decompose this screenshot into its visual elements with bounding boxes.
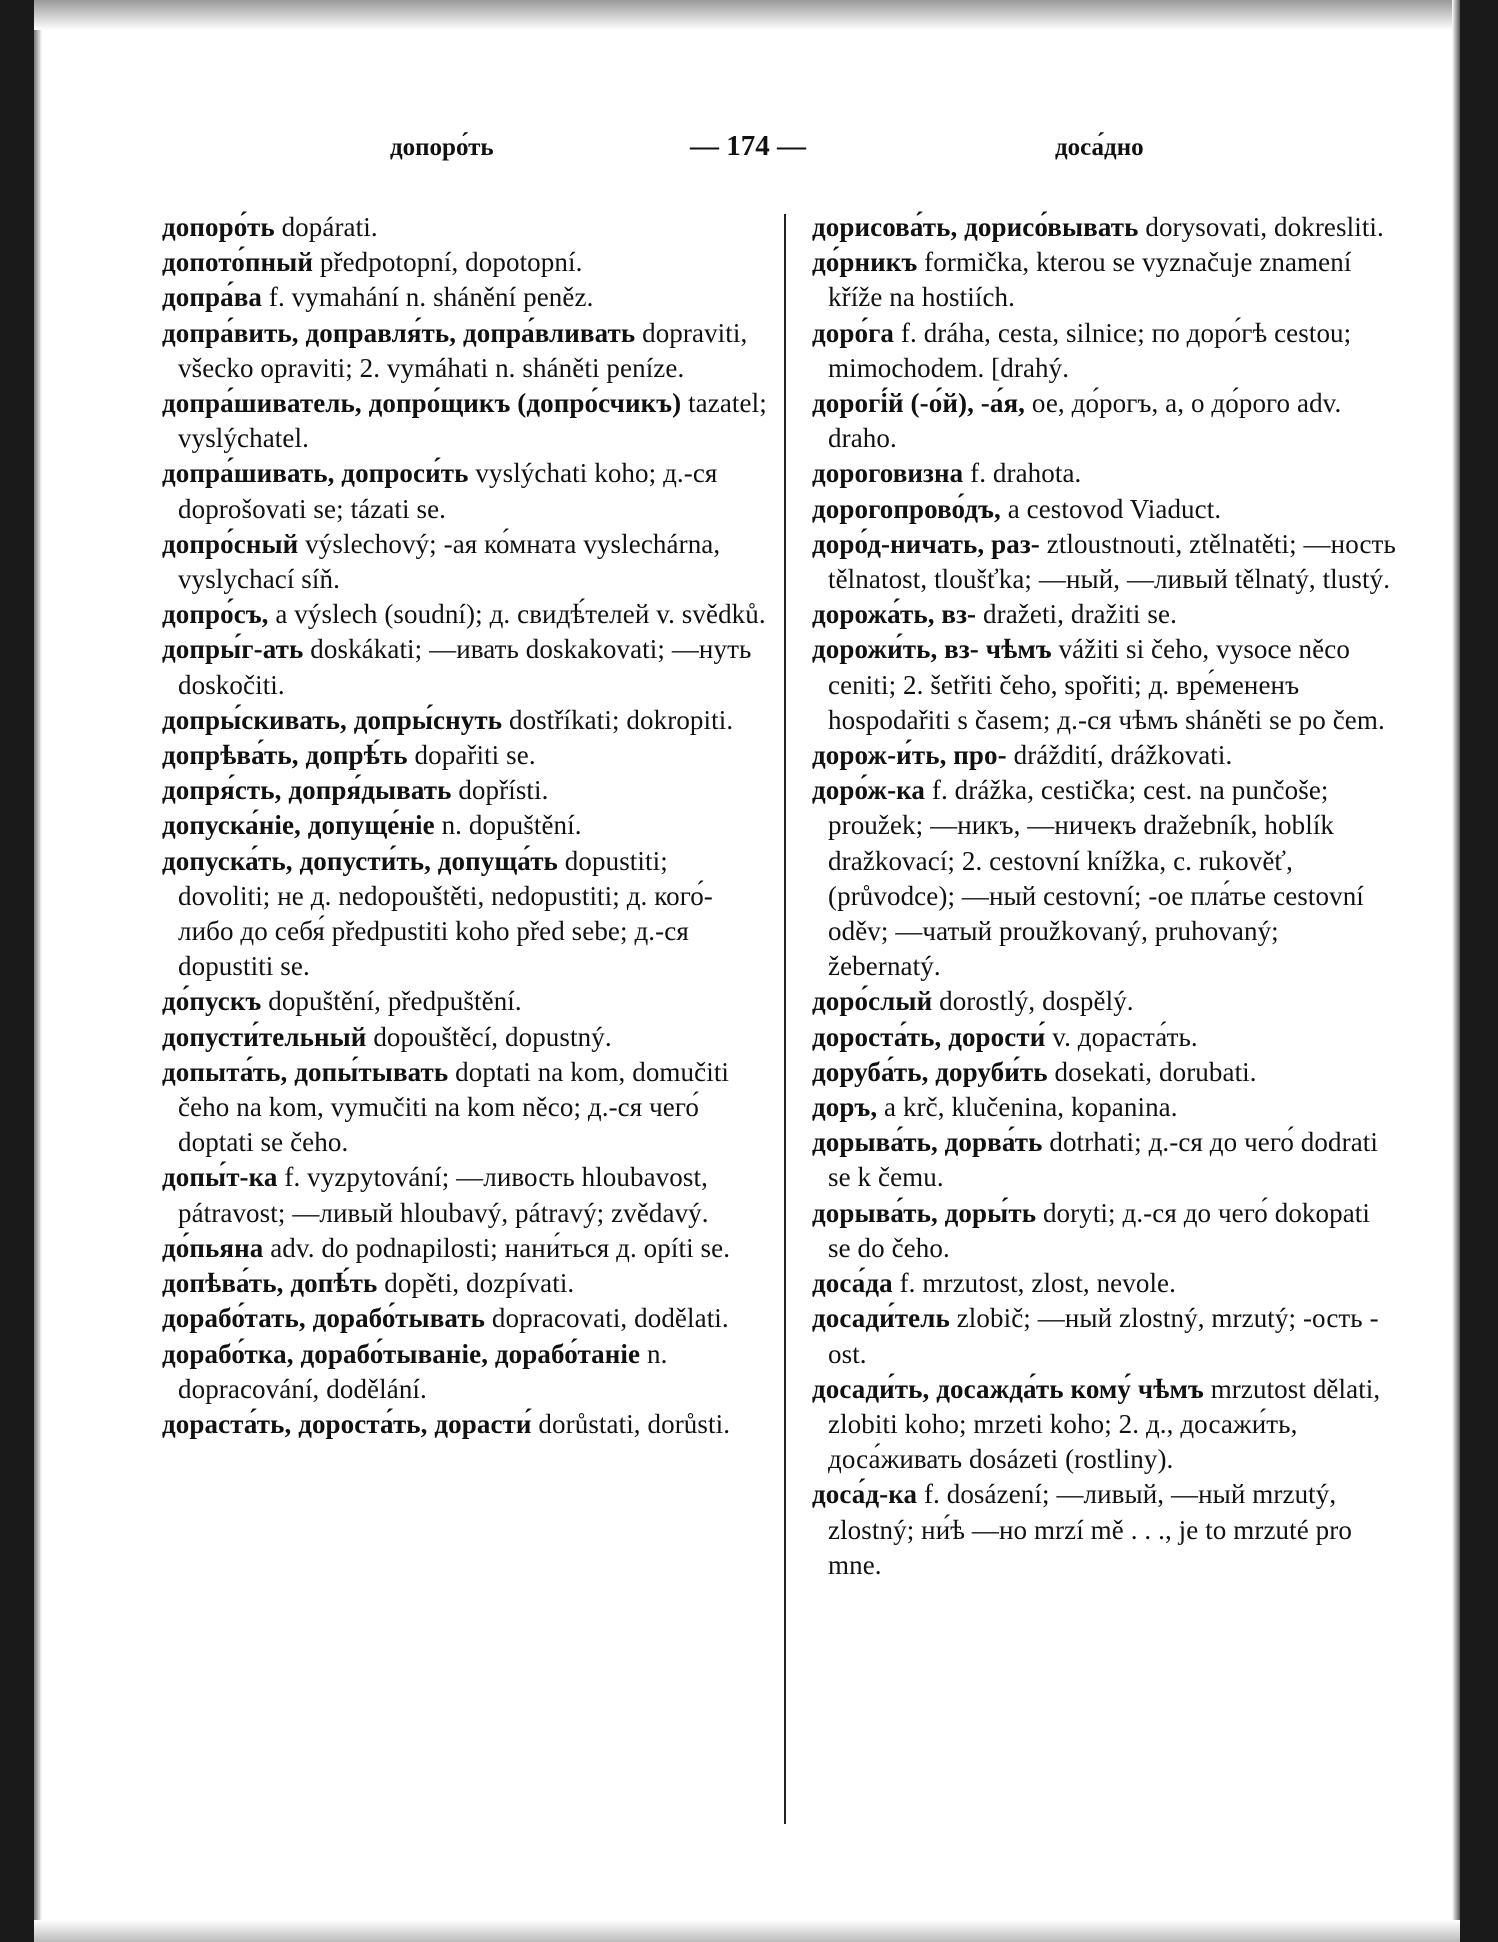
page-header bbox=[150, 130, 1420, 180]
dictionary-entry bbox=[162, 316, 767, 386]
entry-definition: vážiti si čeho, vysoce něco ceniti; 2. šetřiti čeho, spořiti; д. вре́мененъ hospodařiti s časem; д.-ся чѣмъ sháněti se po čem. bbox=[828, 634, 1385, 735]
entry-headword: досади́тель bbox=[812, 1303, 950, 1334]
dictionary-entry bbox=[162, 738, 767, 773]
entry-headword: дораста́ть, дороста́ть, дорасти́ bbox=[162, 1408, 532, 1439]
entry-definition: f. vymahání n. shánění peněz. bbox=[268, 282, 594, 313]
dictionary-entry bbox=[812, 210, 1397, 245]
entry-definition: f. mrzutost, zlost, nevole. bbox=[899, 1268, 1176, 1299]
entry-headword: допото́пный bbox=[162, 247, 314, 278]
dictionary-entry bbox=[162, 1231, 767, 1266]
dictionary-entry bbox=[812, 984, 1397, 1019]
dictionary-entry bbox=[162, 632, 767, 702]
entry-headword: допѣва́ть, допѣ́ть bbox=[162, 1268, 378, 1299]
entry-headword: до́пьяна bbox=[162, 1232, 264, 1263]
entry-headword: дорабо́тка, дорабо́тыванiе, дорабо́танiе bbox=[162, 1338, 641, 1369]
dictionary-entry bbox=[162, 1337, 767, 1407]
scan-border-left bbox=[0, 0, 34, 1942]
entry-headword: допыта́ть, допы́тывать bbox=[162, 1056, 449, 1087]
entry-headword: доро́слый bbox=[812, 986, 933, 1017]
dictionary-entry bbox=[812, 1125, 1397, 1195]
dictionary-entry bbox=[162, 1020, 767, 1055]
entry-headword: дорожа́ть, вз- bbox=[812, 599, 977, 630]
dictionary-entry bbox=[812, 1020, 1397, 1055]
entry-definition: doryti; д.-ся до чего́ dokopati se do čeho. bbox=[828, 1197, 1371, 1263]
entry-definition: dopracovati, dodělati. bbox=[491, 1303, 729, 1334]
entry-headword: допро́съ, bbox=[162, 599, 269, 630]
entry-definition: f. dosázení; —ливый, —ный mrzutý, zlostný; ни́ѣ —но mrzí mě . . ., je to mrzuté pro mne. bbox=[828, 1479, 1352, 1580]
dictionary-entry bbox=[812, 1301, 1397, 1371]
entry-definition: doskákati; —ивать doskakovati; —нуть doskočiti. bbox=[178, 634, 752, 700]
dictionary-entry bbox=[812, 527, 1397, 597]
entry-headword: допы́т-ка bbox=[162, 1162, 278, 1193]
dictionary-entry bbox=[812, 245, 1397, 315]
entry-headword: допря́сть, допря́дывать bbox=[162, 775, 452, 806]
header-right-headword: доса́дно bbox=[1055, 134, 1144, 161]
dictionary-entry bbox=[162, 773, 767, 808]
dictionary-entry bbox=[812, 316, 1397, 386]
entry-definition: doptati na kom, domučiti čeho na kom, vymučiti na kom něco; д.-ся чего́ doptati se čeho. bbox=[178, 1056, 730, 1158]
dictionary-entry bbox=[162, 703, 767, 738]
entry-headword: допра́вить, доправля́ть, допра́вливать bbox=[162, 317, 636, 348]
entry-headword: допуска́ть, допусти́ть, допуща́ть bbox=[162, 845, 558, 876]
entry-headword: допры́скивать, допры́снуть bbox=[162, 704, 503, 735]
entry-headword: допоро́ть bbox=[162, 212, 275, 242]
dictionary-entry bbox=[812, 632, 1397, 738]
entry-definition: výslechový; -ая ко́мната vyslechárna, vyslychací síň. bbox=[178, 528, 721, 595]
entry-definition: ое, до́рогъ, а, о до́рого adv. draho. bbox=[828, 388, 1342, 454]
dictionary-entry bbox=[162, 386, 767, 456]
left-column bbox=[162, 210, 767, 1442]
entry-headword: дорогопрово́дъ, bbox=[812, 493, 1001, 524]
dictionary-entry bbox=[162, 1266, 767, 1301]
entry-definition: dorostlý, dospělý. bbox=[939, 986, 1134, 1017]
entry-headword: дорисова́ть, дорисо́вывать bbox=[812, 212, 1139, 242]
entry-headword: допуска́нiе, допуще́нiе bbox=[162, 810, 435, 841]
dictionary-entry bbox=[812, 1266, 1397, 1301]
entry-headword: доро́д-ничать, раз- bbox=[812, 528, 1040, 559]
entry-definition: dorysovati, dokresliti. bbox=[1145, 212, 1384, 242]
entry-headword: до́пускъ bbox=[162, 986, 262, 1017]
dictionary-entry bbox=[812, 386, 1397, 456]
dictionary-entry bbox=[162, 984, 767, 1019]
entry-headword: доро́га bbox=[812, 317, 895, 348]
entry-definition: dopařiti se. bbox=[414, 740, 536, 771]
dictionary-page bbox=[150, 130, 1420, 1580]
dictionary-entry bbox=[812, 773, 1397, 984]
entry-definition: a výslech (soudní); д. свидѣ́телей v. svědků. bbox=[275, 599, 766, 630]
dictionary-entry bbox=[162, 808, 767, 843]
entry-definition: dosekati, dorubati. bbox=[1054, 1056, 1257, 1087]
entry-definition: dražeti, dražiti se. bbox=[983, 599, 1177, 630]
dictionary-entry bbox=[812, 1055, 1397, 1090]
entry-definition: a krč, klučenina, kopanina. bbox=[884, 1092, 1178, 1123]
dictionary-entry bbox=[162, 210, 767, 245]
dictionary-entry bbox=[162, 280, 767, 315]
entry-headword: доса́да bbox=[812, 1268, 893, 1299]
entry-headword: досади́ть, досажда́ть кому́ чѣмъ bbox=[812, 1373, 1204, 1404]
entry-headword: допра́ва bbox=[162, 282, 263, 313]
entry-definition: dráždití, drážkovati. bbox=[1013, 740, 1233, 771]
entry-definition: dopustiti; dovoliti; не д. nedopouštěti, nedopustiti; д. кого́-либо до себя́ předpustiti koho před sebe; д.-ся dopustiti se. bbox=[178, 845, 713, 982]
dictionary-entry bbox=[162, 844, 767, 985]
entry-definition: mrzutost dělati, zlobiti koho; mrzeti koho; 2. д., досажи́ть, доса́живать dosázeti (rostliny). bbox=[828, 1373, 1381, 1475]
entry-headword: дорыва́ть, доры́ть bbox=[812, 1197, 1037, 1228]
entry-headword: доро́ж-ка bbox=[812, 775, 926, 806]
entry-headword: допрѣва́ть, допрѣ́ть bbox=[162, 740, 408, 771]
entry-definition: vyslýchati koho; д.-ся doprošovati se; tázati se. bbox=[178, 458, 718, 524]
dictionary-entry bbox=[162, 456, 767, 526]
entry-definition: adv. do podnapilosti; нани́ться д. opíti se. bbox=[270, 1232, 731, 1263]
entry-definition: f. drážka, cestička; cest. na punčoše; proužek; —никъ, —ничекъ dražebník, hoblík dražkovací; 2. cestovní knížka, c. rukověť, (průvodce); —ный cestovní; -ое пла́тье cestovní oděv; —чатый proužkovaný, pruhovaný; žebernatý. bbox=[828, 775, 1364, 982]
column-divider bbox=[784, 214, 786, 1824]
entry-headword: допры́г-ать bbox=[162, 634, 304, 665]
dictionary-entry bbox=[162, 1160, 767, 1230]
entry-definition: v. дораста́ть. bbox=[1052, 1021, 1198, 1052]
entry-definition: ztloustnouti, ztělnatěti; —ность tělnatost, tloušťka; —ный, —ливый tělnatý, tlustý. bbox=[828, 528, 1396, 595]
dictionary-entry bbox=[812, 456, 1397, 491]
dictionary-entry bbox=[162, 527, 767, 597]
page-number: — 174 — bbox=[690, 130, 806, 162]
dictionary-entry bbox=[812, 738, 1397, 773]
entry-definition: f. dráha, cesta, silnice; по доро́гѣ cestou; mimochodem. [drahý. bbox=[828, 317, 1352, 383]
entry-headword: дорогі́й (-о́й), -а́я, bbox=[812, 388, 1026, 419]
dictionary-entry bbox=[162, 1407, 767, 1442]
entry-headword: до́рникъ bbox=[812, 247, 918, 278]
entry-definition: dopouštěcí, dopustný. bbox=[373, 1021, 612, 1052]
entry-definition: dotrhati; д.-ся до чего́ dodrati se k čemu. bbox=[828, 1127, 1378, 1193]
dictionary-entry bbox=[812, 492, 1397, 527]
entry-definition: dopraviti, všecko opraviti; 2. vymáhati n. sháněti peníze. bbox=[178, 317, 748, 383]
dictionary-entry bbox=[812, 597, 1397, 632]
entry-headword: доруба́ть, доруби́ть bbox=[812, 1056, 1048, 1087]
entry-definition: n. dopracování, dodělání. bbox=[178, 1338, 668, 1404]
dictionary-entry bbox=[162, 597, 767, 632]
scan-top-shadow bbox=[34, 0, 1454, 30]
right-column bbox=[812, 210, 1397, 1583]
entry-headword: допусти́тельный bbox=[162, 1021, 367, 1052]
entry-definition: dopuštění, předpuštění. bbox=[268, 986, 522, 1017]
entry-definition: dopěti, dozpívati. bbox=[384, 1268, 575, 1299]
entry-headword: доса́д-ка bbox=[812, 1479, 918, 1510]
entry-headword: дорыва́ть, дорва́ть bbox=[812, 1127, 1043, 1158]
entry-definition: tazatel; vyslýchatel. bbox=[178, 388, 767, 454]
entry-definition: dorůstati, dorůsti. bbox=[538, 1408, 731, 1439]
dictionary-entry bbox=[812, 1196, 1397, 1266]
entry-headword: дорожи́ть, вз- чѣмъ bbox=[812, 634, 1052, 665]
entry-definition: dopřísti. bbox=[458, 775, 549, 806]
entry-definition: a cestovod Viaduct. bbox=[1007, 493, 1222, 524]
entry-definition: dostříkati; dokropiti. bbox=[508, 704, 734, 735]
dictionary-entry bbox=[162, 245, 767, 280]
entry-definition: předpotopní, dopotopní. bbox=[319, 247, 583, 278]
scan-border-right bbox=[1460, 0, 1498, 1942]
header-left-headword: допоро́ть bbox=[390, 134, 494, 161]
dictionary-entry bbox=[812, 1477, 1397, 1583]
entry-definition: f. drahota. bbox=[970, 458, 1082, 489]
entry-definition: f. vyzpytování; —ливость hloubavost, pátravost; —ливый hloubavý, pátravý; zvědavý. bbox=[178, 1162, 709, 1228]
dictionary-entry bbox=[812, 1090, 1397, 1125]
dictionary-entry bbox=[162, 1055, 767, 1161]
entry-definition: formička, kterou se vyznačuje znamení kříže na hostiích. bbox=[828, 247, 1352, 313]
entry-definition: n. dopuštění. bbox=[441, 810, 582, 841]
dictionary-entry bbox=[162, 1301, 767, 1336]
entry-headword: дорабо́тать, дорабо́тывать bbox=[162, 1303, 486, 1334]
entry-headword: дороговизна bbox=[812, 458, 964, 489]
entry-headword: дороста́ть, дорости́ bbox=[812, 1021, 1046, 1052]
entry-definition: zlobič; —ный zlostný, mrzutý; -ость -ost. bbox=[828, 1303, 1379, 1369]
scan-bottom-shadow bbox=[34, 1920, 1460, 1942]
entry-headword: доръ, bbox=[812, 1092, 878, 1123]
entry-headword: допро́сный bbox=[162, 528, 299, 559]
entry-definition: dopárati. bbox=[281, 212, 378, 242]
entry-headword: дорож-и́ть, про- bbox=[812, 740, 1007, 771]
dictionary-entry bbox=[812, 1372, 1397, 1478]
entry-headword: допра́шиватель, допро́щикъ (допро́счикъ) bbox=[162, 388, 682, 419]
entry-headword: допра́шивать, допроси́ть bbox=[162, 458, 469, 489]
